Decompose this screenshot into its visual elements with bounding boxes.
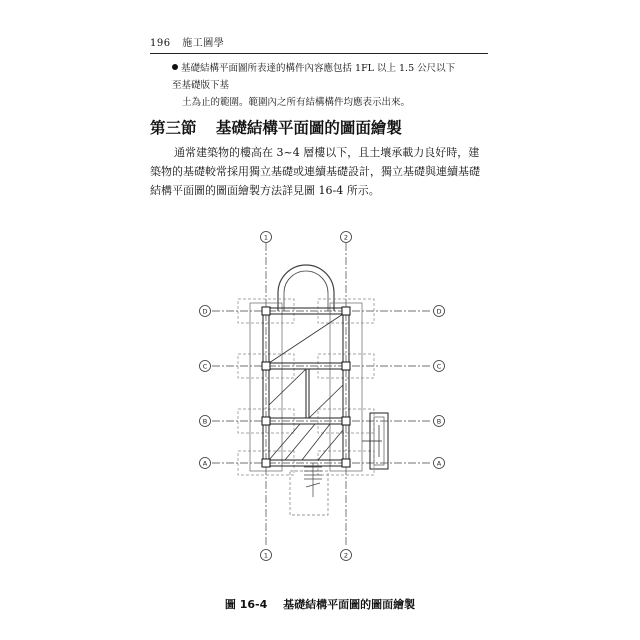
grid-col-bottom-2: 2 (343, 551, 349, 560)
section-heading (150, 116, 402, 138)
grid-row-left-a: A (202, 459, 208, 468)
bullet-dot-icon (172, 64, 178, 70)
running-header (150, 34, 224, 49)
book-title: 施工圖學 (182, 38, 225, 49)
figure-caption (0, 596, 640, 612)
body-text (150, 143, 488, 200)
foundation-plan-drawing (190, 225, 460, 570)
bullet-line-2: 土為止的範圍。範圍內之所有結構構件均應表示出來。 (182, 97, 411, 108)
grid-row-right-c: C (436, 362, 442, 371)
section-title: 基礎結構平面圖的圖面繪製 (215, 119, 402, 137)
header-rule (150, 53, 488, 54)
grid-row-left-d: D (202, 307, 208, 316)
bullet-line-1: 基礎結構平面圖所表達的構件內容應包括 1FL 以上 1.5 公尺以下至基礎版下基 (172, 63, 456, 91)
body-paragraph: 通常建築物的樓高在 3~4 層樓以下，且土壤承載力良好時，建築物的基礎較常採用獨立基礎或連續基礎設計，獨立基礎與連續基礎結構平面圖的圖面繪製方法詳見圖 16-4 所示。 (150, 146, 480, 197)
page-number: 196 (150, 38, 171, 49)
grid-row-right-b: B (436, 417, 442, 426)
grid-row-right-a: A (436, 459, 442, 468)
grid-row-right-d: D (436, 307, 442, 316)
grid-col-bottom-1: 1 (263, 551, 269, 560)
grid-row-left-b: B (202, 417, 208, 426)
grid-col-top-1: 1 (263, 233, 269, 242)
figure-caption-text: 基礎結構平面圖的圖面繪製 (283, 598, 416, 611)
grid-col-top-2: 2 (343, 233, 349, 242)
figure-number: 圖 16-4 (224, 598, 268, 611)
bullet-note (172, 60, 462, 111)
grid-row-left-c: C (202, 362, 208, 371)
section-number: 第三節 (150, 119, 197, 137)
